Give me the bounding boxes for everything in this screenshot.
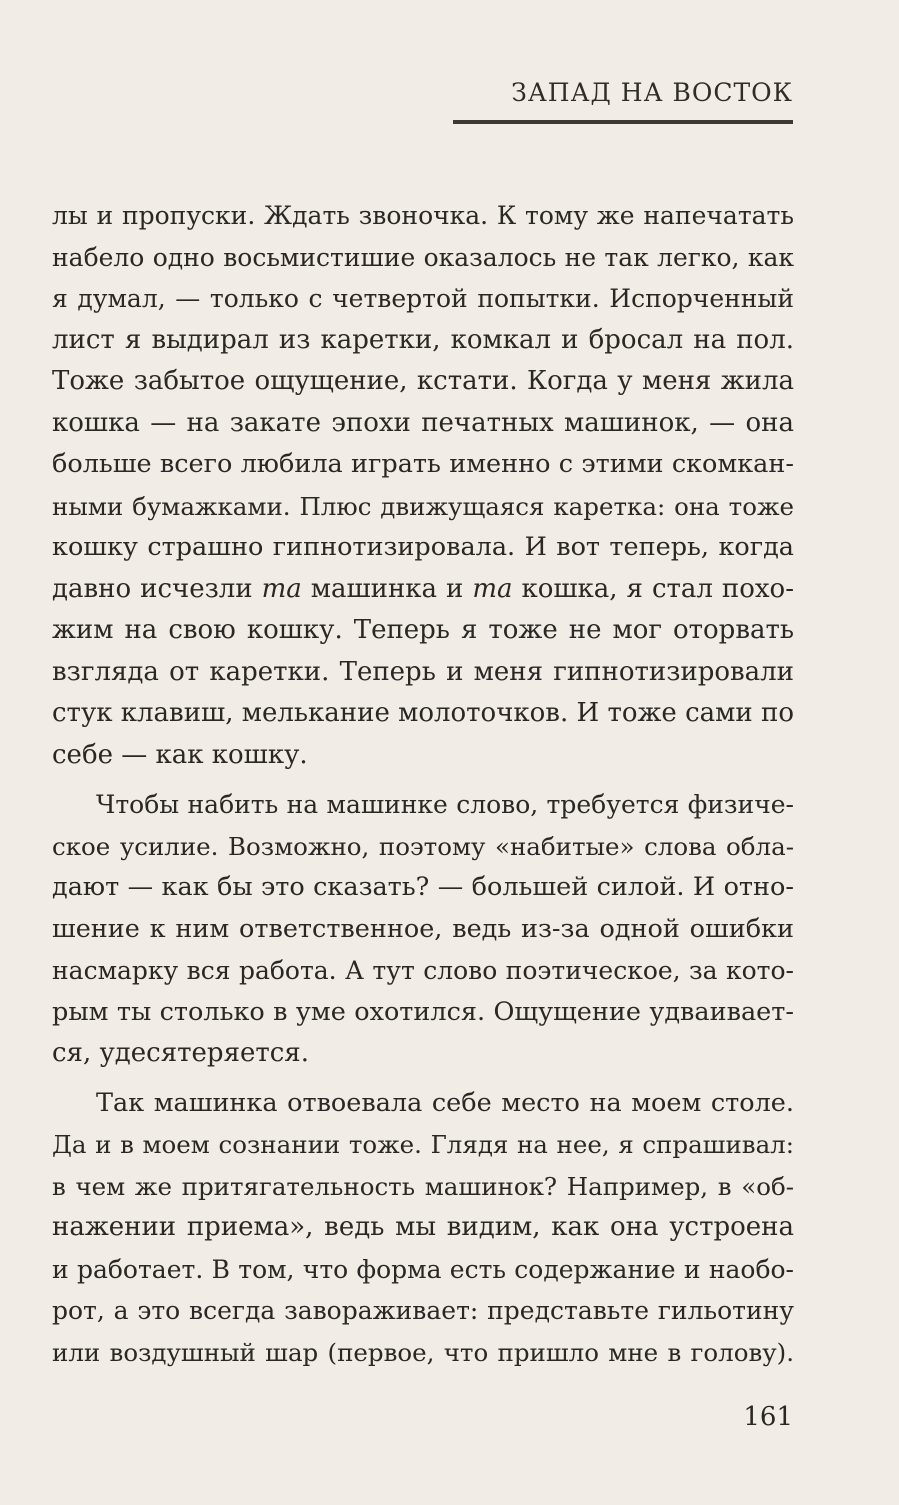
- text-line: нажении приема», ведь мы видим, как она устроена: [52, 1212, 794, 1242]
- text-line: больше всего любила играть именно с этими скомкан-: [52, 449, 794, 479]
- italic-emphasis: та: [472, 573, 513, 604]
- text-line: я думал, — только с четвертой попытки. Испорченный: [52, 284, 794, 313]
- text-line: и работает. В том, что форма есть содержание и наобо-: [52, 1254, 794, 1284]
- text-line: Так машинка отвоевала себе место на моем столе.: [96, 1087, 794, 1118]
- text-run: машинка и: [301, 573, 473, 604]
- text-line: насмарку вся работа. А тут слово поэтическое, за кото-: [52, 956, 794, 985]
- text-line: ся, удесятеряется.: [52, 1038, 309, 1068]
- text-line: ными бумажками. Плюс движущаяся каретка: она тоже: [52, 491, 794, 521]
- text-line: рот, а это всегда завораживает: представьте гильотину: [52, 1296, 794, 1325]
- paragraph: [52, 1083, 794, 1374]
- text-line: шение к ним ответственное, ведь из-за одной ошибки: [52, 913, 794, 944]
- text-line: стук клавиш, мелькание молоточков. И тоже сами по: [52, 698, 794, 728]
- running-head: ЗАПАД НА ВОСТОК: [511, 78, 793, 107]
- header-rule: [453, 120, 793, 124]
- text-line: или воздушный шар (первое, что пришло мне в голову).: [52, 1337, 794, 1367]
- text-run: кошка, я стал похо-: [512, 573, 794, 604]
- text-line: Тоже забытое ощущение, кстати. Когда у меня жила: [52, 366, 794, 396]
- paragraph: [52, 784, 794, 1075]
- text-line: Да и в моем сознании тоже. Глядя на нее, я спрашивал:: [52, 1130, 794, 1159]
- text-line: кошку страшно гипнотизировала. И вот теперь, когда: [52, 532, 794, 562]
- text-line: [52, 569, 794, 611]
- paragraph: [52, 195, 794, 776]
- text-line: лист я выдирал из каретки, комкал и бросал на пол.: [52, 324, 794, 355]
- text-line: ское усилие. Возможно, поэтому «набитые» слова обла-: [52, 831, 794, 861]
- italic-emphasis: та: [261, 573, 302, 604]
- text-line: лы и пропуски. Ждать звоночка. К тому же напечатать: [52, 201, 794, 230]
- text-line: набело одно восьмистишие оказалось не так легко, как: [52, 242, 794, 272]
- body-text: [52, 195, 794, 1373]
- page-number: 161: [743, 1402, 793, 1432]
- text-run: давно исчезли: [52, 573, 262, 604]
- text-line: дают — как бы это сказать? — большей силой. И отно-: [52, 872, 794, 902]
- text-line: жим на свою кошку. Теперь я тоже не мог оторвать: [52, 615, 794, 645]
- text-line: Чтобы набить на машинке слово, требуется физиче-: [96, 790, 794, 819]
- text-line: в чем же притягательность машинок? Например, в «об-: [52, 1171, 794, 1201]
- text-line: рым ты столько в уме охотился. Ощущение удваивает-: [52, 996, 794, 1027]
- text-line: кошка — на закате эпохи печатных машинок, — она: [52, 407, 794, 438]
- text-line: взгляда от каретки. Теперь и меня гипнотизировали: [52, 656, 794, 687]
- text-line: себе — как кошку.: [52, 739, 308, 770]
